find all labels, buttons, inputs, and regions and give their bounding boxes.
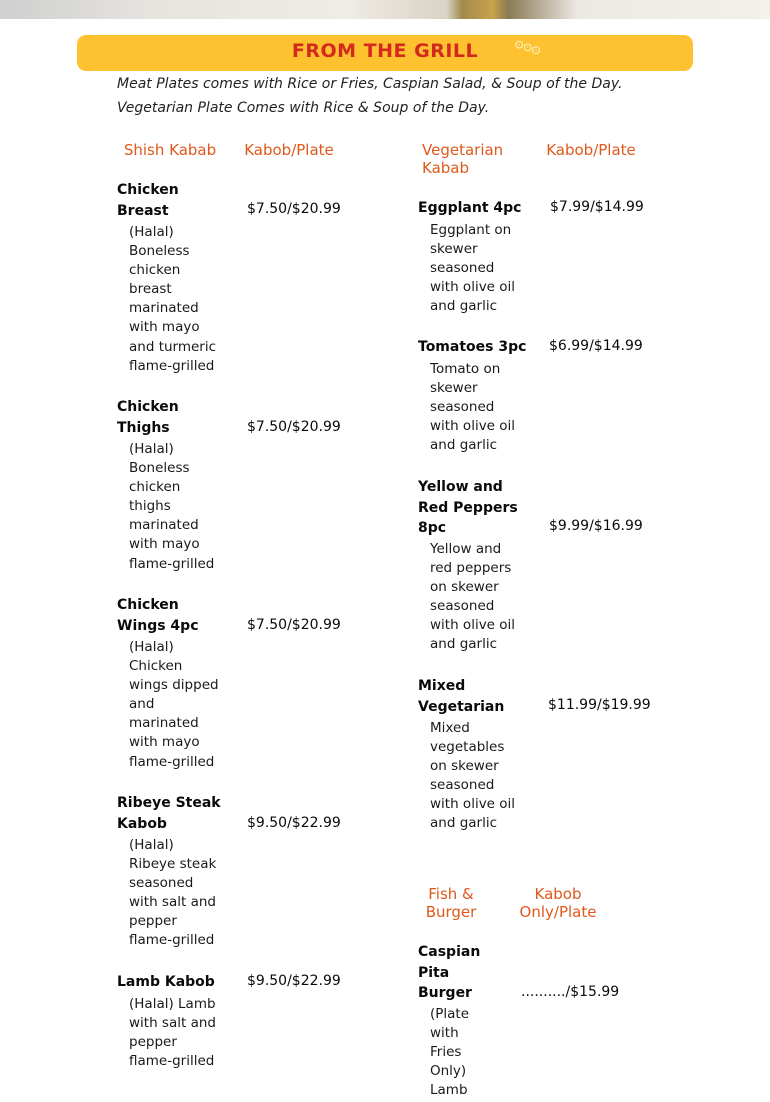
menu-item-name: Tomatoes 3pc [418,339,527,355]
veg-header-name: Vegetarian Kabab [422,141,504,177]
menu-item-desc: Yellow and red peppers on skewer seasoned with olive oil and garlic [430,541,516,653]
menu-item-name: Ribeye Steak Kabob [117,795,221,832]
menu-item-desc: (Halal) Chicken wings dipped and marinated with mayo flame-grilled [129,639,219,770]
menu-item-price: $7.99/$14.99 [550,199,644,215]
veg-header-price: Kabob/Plate [546,141,636,159]
fish-header-name: Fish & Burger [425,885,477,921]
menu-item-price: $7.50/$20.99 [247,617,341,633]
menu-item-price: $7.50/$20.99 [247,419,341,435]
menu-item-price: $9.50/$22.99 [247,973,341,989]
menu-item-desc: (Halal) Ribeye steak seasoned with salt and pepper flame-grilled [129,837,217,949]
menu-item-desc: (Halal) Boneless chicken thighs marinated with mayo flame-grilled [129,441,215,572]
menu-item-desc: Mixed vegetables on skewer seasoned with olive oil and garlic [430,720,516,832]
banner-decoration: ⵙⵙⵙ [512,39,542,58]
menu-item-name: Mixed Vegetarian [418,678,505,715]
menu-item-price: $11.99/$19.99 [548,697,651,713]
section-title: FROM THE GRILL [291,40,479,62]
menu-item-name: Yellow and Red Peppers 8pc [418,479,518,536]
menu-item-price: $9.50/$22.99 [247,815,341,831]
menu-item-name: Chicken Thighs [117,399,179,436]
section-intro: Meat Plates comes with Rice or Fries, Caspian Salad, & Soup of the Day. Vegetarian Plate Comes with Rice & Soup of the Day. [117,76,623,116]
menu-item-desc: (Halal) Boneless chicken breast marinated with mayo and turmeric flame-grilled [129,224,217,374]
menu-item-name: Caspian Pita Burger [418,944,481,1001]
menu-item-name: Lamb Kabob [117,974,215,990]
shish-header-name: Shish Kabab [123,141,217,159]
hero-food-photo [0,0,770,19]
menu-item-price: $7.50/$20.99 [247,201,341,217]
menu-item-name: Chicken Breast [117,182,179,219]
section-banner [77,35,693,71]
shish-header-price: Kabob/Plate [244,141,334,159]
menu-item-desc: (Halal) Lamb with salt and pepper flame-grilled [129,996,216,1070]
menu-item-desc: (Plate with Fries Only) Lamb [430,1006,470,1099]
menu-item-price: $6.99/$14.99 [549,338,643,354]
menu-item-price: ........../$15.99 [521,984,620,1000]
menu-item-desc: Eggplant on skewer seasoned with olive oil and garlic [430,222,516,315]
menu-item-name: Eggplant 4pc [418,200,522,216]
menu-item-price: $9.99/$16.99 [549,518,643,534]
menu-item-desc: Tomato on skewer seasoned with olive oil and garlic [430,361,516,454]
fish-header-price: Kabob Only/Plate [519,885,597,921]
menu-item-name: Chicken Wings 4pc [117,597,199,634]
